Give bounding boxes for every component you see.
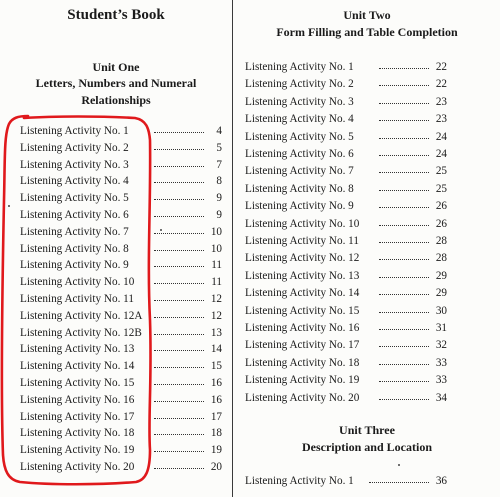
dot-leader — [379, 294, 429, 296]
toc-entry — [245, 303, 447, 319]
toc-entry — [245, 146, 447, 162]
toc-entry-page: 16 — [210, 393, 222, 406]
toc-entry — [245, 163, 447, 179]
toc-entry-page: 8 — [216, 175, 222, 188]
toc-entry-page: 10 — [210, 225, 222, 238]
toc-entry-label: Listening Activity No. 6 — [20, 209, 129, 221]
toc-entry — [20, 157, 222, 173]
toc-entry — [20, 207, 222, 223]
toc-entry-page: 33 — [435, 356, 447, 369]
toc-entry-label: Listening Activity No. 8 — [20, 242, 129, 255]
toc-entry-label: Listening Activity No. 11 — [20, 293, 134, 305]
toc-entry-label: Listening Activity No. 11 — [245, 235, 359, 247]
toc-entry — [245, 94, 447, 110]
toc-entry — [245, 320, 447, 336]
toc-entry-page: 7 — [216, 158, 222, 171]
toc-entry — [245, 129, 447, 145]
toc-entry-label: Listening Activity No. 12B — [20, 326, 142, 339]
unit-one-title-line2: Relationships — [81, 93, 151, 107]
dot-leader — [379, 312, 429, 314]
toc-entry-label: Listening Activity No. 18 — [20, 427, 135, 440]
toc-entry-page: 31 — [435, 322, 447, 334]
dot-leader — [379, 399, 429, 401]
dot-leader — [379, 381, 429, 383]
book-title: Student’s Book — [67, 7, 165, 23]
toc-entry-label: Listening Activity No. 17 — [20, 410, 135, 423]
toc-entry — [245, 285, 447, 301]
dot-leader — [379, 85, 429, 87]
unit-two-heading: Unit Two — [343, 8, 391, 22]
toc-entry — [20, 409, 222, 425]
dot-leader — [154, 434, 204, 436]
toc-entry-page: 12 — [210, 309, 222, 322]
toc-entry-label: Listening Activity No. 17 — [245, 339, 360, 352]
toc-entry — [20, 173, 222, 189]
dot-leader — [154, 233, 204, 235]
print-speck — [160, 229, 162, 231]
toc-entry-label: Listening Activity No. 13 — [20, 343, 135, 356]
toc-entry — [20, 325, 222, 341]
toc-entry-label: Listening Activity No. 9 — [20, 259, 129, 272]
toc-entry-page: 26 — [435, 200, 447, 213]
toc-entry-page: 11 — [211, 276, 222, 289]
toc-entry-page: 15 — [210, 360, 222, 373]
toc-entry-label: Listening Activity No. 20 — [20, 461, 135, 473]
toc-entry-label: Listening Activity No. 6 — [245, 148, 354, 160]
dot-leader — [154, 418, 204, 420]
dot-leader — [154, 384, 204, 386]
dot-leader — [154, 182, 204, 184]
left-column — [0, 0, 232, 497]
toc-entry-page: 24 — [435, 130, 447, 143]
dot-leader — [379, 172, 429, 174]
dot-leader — [379, 190, 429, 192]
toc-entry — [20, 425, 222, 441]
toc-entry-label: Listening Activity No. 18 — [245, 356, 360, 369]
toc-entry — [245, 250, 447, 266]
dot-leader — [154, 250, 204, 252]
toc-entry-page: 22 — [435, 78, 447, 91]
dot-leader — [154, 350, 204, 352]
toc-entry-page: 14 — [210, 343, 222, 356]
dot-leader — [154, 451, 204, 453]
toc-entry — [245, 59, 447, 75]
dot-leader — [154, 166, 204, 168]
toc-entry-label: Listening Activity No. 15 — [20, 377, 135, 389]
print-speck — [398, 464, 400, 466]
print-speck — [8, 205, 10, 207]
dot-leader — [379, 120, 429, 122]
toc-entry-page: 5 — [216, 141, 222, 154]
toc-entry-label: Listening Activity No. 20 — [245, 391, 360, 404]
dot-leader — [379, 103, 429, 105]
toc-entry-label: Listening Activity No. 12A — [20, 309, 143, 322]
toc-entry-label: Listening Activity No. 12 — [245, 252, 360, 265]
right-column — [234, 0, 500, 497]
toc-entry — [245, 233, 447, 249]
toc-entry-page: 34 — [435, 391, 447, 404]
toc-entry-page: 17 — [210, 410, 222, 423]
dot-leader — [379, 259, 429, 261]
dot-leader — [379, 346, 429, 348]
toc-entry-page: 28 — [435, 235, 447, 247]
toc-entry-label: Listening Activity No. 15 — [245, 304, 360, 317]
toc-entry-label: Listening Activity No. 9 — [245, 200, 354, 213]
toc-entry-label: Listening Activity No. 10 — [20, 276, 135, 289]
toc-entry-label: Listening Activity No. 1 — [245, 475, 354, 487]
toc-entry-label: Listening Activity No. 10 — [245, 217, 360, 230]
toc-entry — [20, 190, 222, 206]
dot-leader — [379, 207, 429, 209]
toc-entry — [20, 257, 222, 273]
dot-leader — [379, 277, 429, 279]
toc-entry-page: 29 — [435, 287, 447, 300]
toc-entry-page: 22 — [435, 61, 447, 73]
unit-one-title-line1: Letters, Numbers and Numeral — [35, 76, 197, 90]
toc-entry-page: 13 — [210, 326, 222, 339]
dot-leader — [154, 266, 204, 268]
toc-entry-page: 19 — [210, 444, 222, 457]
toc-entry-page: 33 — [435, 374, 447, 387]
dot-leader — [154, 367, 204, 369]
toc-entry-label: Listening Activity No. 19 — [20, 444, 135, 457]
toc-entry-page: 9 — [216, 192, 222, 205]
dot-leader — [154, 317, 204, 319]
dot-leader — [379, 329, 429, 331]
toc-entry-page: 12 — [210, 293, 222, 305]
toc-entry — [20, 375, 222, 391]
toc-entry-page: 25 — [435, 182, 447, 195]
unit-one-heading: Unit One — [92, 60, 140, 74]
toc-entry — [20, 140, 222, 156]
toc-entry — [245, 216, 447, 232]
toc-entry-page: 26 — [435, 217, 447, 230]
toc-entry-label: Listening Activity No. 3 — [245, 95, 354, 108]
toc-entry — [20, 459, 222, 475]
toc-entry-label: Listening Activity No. 5 — [20, 192, 129, 205]
toc-entry — [20, 123, 222, 139]
toc-entry-label: Listening Activity No. 1 — [20, 125, 129, 137]
toc-entry-page: 25 — [435, 165, 447, 178]
dot-leader — [379, 138, 429, 140]
toc-entry — [245, 76, 447, 92]
dot-leader — [154, 199, 204, 201]
toc-entry-label: Listening Activity No. 16 — [245, 322, 360, 334]
dot-leader — [154, 334, 204, 336]
dot-leader — [154, 149, 204, 151]
dot-leader — [379, 68, 429, 70]
dot-leader — [379, 242, 429, 244]
toc-entry-label: Listening Activity No. 7 — [245, 165, 354, 178]
toc-entry — [245, 181, 447, 197]
toc-entry-page: 23 — [435, 113, 447, 126]
toc-entry-page: 9 — [216, 209, 222, 221]
toc-entry — [20, 274, 222, 290]
dot-leader — [154, 132, 204, 134]
toc-entry — [20, 392, 222, 408]
toc-entry — [20, 358, 222, 374]
toc-entry-page: 29 — [435, 269, 447, 282]
toc-entry — [245, 198, 447, 214]
toc-entry-page: 36 — [435, 475, 447, 487]
dot-leader — [379, 225, 429, 227]
toc-entry-label: Listening Activity No. 5 — [245, 130, 354, 143]
toc-entry-label: Listening Activity No. 3 — [20, 158, 129, 171]
dot-leader — [379, 364, 429, 366]
dot-leader — [154, 216, 204, 218]
toc-entry — [245, 372, 447, 388]
toc-entry-page: 11 — [211, 259, 222, 272]
toc-entry — [245, 473, 447, 489]
toc-entry — [245, 390, 447, 406]
toc-entry-label: Listening Activity No. 4 — [20, 175, 129, 188]
toc-entry-label: Listening Activity No. 14 — [245, 287, 360, 300]
toc-entry-page: 18 — [210, 427, 222, 440]
toc-entry — [245, 268, 447, 284]
toc-entry-page: 32 — [435, 339, 447, 352]
toc-entry — [20, 224, 222, 240]
toc-entry-page: 16 — [210, 377, 222, 389]
toc-entry-label: Listening Activity No. 19 — [245, 374, 360, 387]
toc-entry-page: 4 — [216, 125, 222, 137]
toc-entry-page: 20 — [210, 461, 222, 473]
toc-entry — [245, 337, 447, 353]
toc-entry-page: 23 — [435, 95, 447, 108]
toc-entry-label: Listening Activity No. 16 — [20, 393, 135, 406]
toc-entry — [245, 355, 447, 371]
dot-leader — [154, 468, 204, 470]
toc-entry-page: 10 — [210, 242, 222, 255]
toc-entry — [20, 308, 222, 324]
toc-entry-label: Listening Activity No. 8 — [245, 182, 354, 195]
column-divider — [232, 0, 233, 497]
toc-entry-label: Listening Activity No. 13 — [245, 269, 360, 282]
unit-two-title: Form Filling and Table Completion — [276, 25, 458, 39]
unit-three-title: Description and Location — [301, 440, 432, 454]
toc-entry — [20, 241, 222, 257]
toc-entry-label: Listening Activity No. 2 — [245, 78, 354, 91]
toc-entry — [20, 291, 222, 307]
toc-entry-page: 30 — [435, 304, 447, 317]
dot-leader — [154, 401, 204, 403]
toc-entry-label: Listening Activity No. 2 — [20, 141, 129, 154]
toc-entry-label: Listening Activity No. 7 — [20, 225, 129, 238]
dot-leader — [154, 300, 204, 302]
dot-leader — [379, 155, 429, 157]
toc-entry-label: Listening Activity No. 4 — [245, 113, 354, 126]
toc-entry-page: 24 — [435, 148, 447, 160]
toc-entry-label: Listening Activity No. 1 — [245, 61, 354, 73]
toc-entry — [20, 341, 222, 357]
toc-entry — [245, 111, 447, 127]
dot-leader — [369, 482, 429, 484]
unit-three-heading: Unit Three — [339, 423, 395, 437]
toc-entry-label: Listening Activity No. 14 — [20, 360, 135, 373]
dot-leader — [154, 283, 204, 285]
toc-entry-page: 28 — [435, 252, 447, 265]
toc-entry — [20, 442, 222, 458]
